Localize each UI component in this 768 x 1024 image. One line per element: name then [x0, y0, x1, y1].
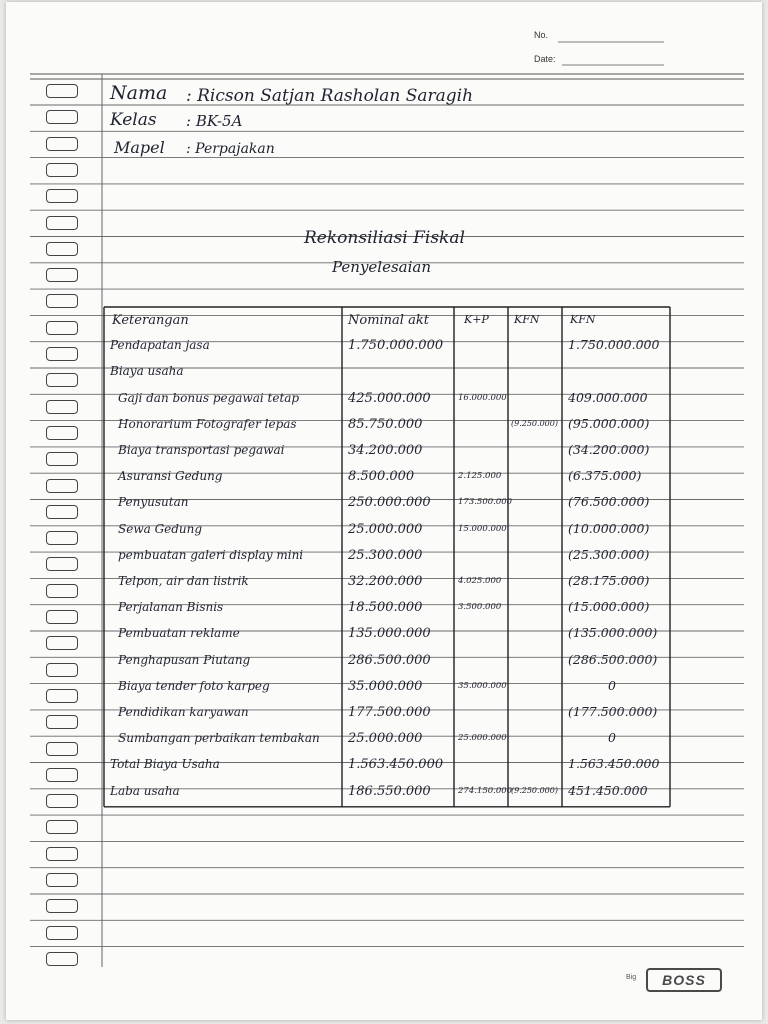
notebook-page: [6, 2, 762, 1020]
row-kf: 451.450.000: [568, 782, 648, 798]
row-description: Biaya usaha: [110, 364, 184, 379]
row-kp: 16.000.000: [458, 392, 507, 403]
row-kf: 409.000.000: [568, 389, 648, 405]
date-label: Date:: [534, 54, 556, 64]
col-header-kfn: KFN: [514, 313, 540, 326]
row-nominal: 135.000.000: [348, 626, 431, 642]
row-kf: (10.000.000): [568, 520, 650, 536]
row-kf: (135.000.000): [568, 625, 658, 641]
row-kf: 1.563.450.000: [568, 756, 660, 772]
row-nominal: 186.550.000: [348, 783, 431, 799]
row-nominal: 85.750.000: [348, 416, 423, 432]
row-kp: 173.500.000: [458, 497, 513, 508]
row-description: Pembuatan reklame: [118, 626, 240, 641]
row-nominal: 286.500.000: [348, 652, 431, 668]
page-subtitle: Penyelesaian: [332, 258, 432, 276]
row-description: Asuransi Gedung: [118, 469, 223, 484]
col-header-kp: K+P: [464, 313, 489, 326]
row-kp: 274.150.000: [458, 785, 513, 796]
row-kf: (15.000.000): [568, 599, 650, 615]
row-nominal: 250.000.000: [348, 495, 431, 511]
row-kf: (76.500.000): [568, 494, 650, 510]
row-nominal: 34.200.000: [348, 443, 423, 458]
row-kp: 25.000.000: [458, 733, 507, 744]
row-kp: 2.125.000: [458, 471, 502, 482]
row-nominal: 18.500.000: [348, 600, 423, 616]
reconciliation-table-grid: [6, 2, 762, 1020]
row-nominal: 425.000.000: [348, 390, 431, 406]
row-kp: 35.000.000: [458, 680, 507, 691]
row-description: Biaya transportasi pegawai: [118, 443, 285, 457]
row-kp: 3.500.000: [458, 602, 502, 613]
row-description: Sewa Gedung: [118, 521, 203, 536]
row-description: Biaya tender foto karpeg: [118, 678, 270, 693]
row-kp: 15.000.000: [458, 523, 507, 534]
row-nominal: 8.500.000: [348, 469, 415, 485]
row-nominal: 25.000.000: [348, 521, 423, 537]
row-kf: (6.375.000): [568, 468, 642, 484]
row-nominal: 25.300.000: [348, 547, 423, 563]
row-kfn: (9.250.000): [511, 418, 558, 428]
row-description: Pendapatan jasa: [110, 338, 210, 353]
row-nominal: 177.500.000: [348, 705, 431, 720]
col-header-nominal: Nominal akt: [348, 313, 429, 328]
row-kf: 0: [608, 730, 616, 746]
row-kf: (177.500.000): [568, 704, 658, 719]
row-description: Total Biaya Usaha: [110, 757, 220, 772]
row-nominal: 1.563.450.000: [348, 757, 444, 773]
page-title: Rekonsiliasi Fiskal: [304, 228, 465, 248]
row-description: pembuatan galeri display mini: [118, 547, 304, 562]
row-kf: (95.000.000): [568, 415, 650, 431]
nama-label: Nama: [110, 82, 168, 104]
row-description: Pendidikan karyawan: [118, 705, 249, 719]
row-description: Penghapusan Piutang: [118, 652, 251, 667]
kelas-value: : BK-5A: [186, 112, 243, 130]
mapel-value: : Perpajakan: [186, 141, 275, 157]
row-nominal: 32.200.000: [348, 574, 423, 589]
row-nominal: 35.000.000: [348, 678, 423, 694]
row-description: Sumbangan perbaikan tembakan: [118, 731, 320, 746]
nama-value: : Ricson Satjan Rasholan Saragih: [186, 86, 474, 106]
row-kfn: (9.250.000): [511, 785, 558, 795]
row-kf: 1.750.000.000: [568, 337, 660, 353]
row-description: Perjalanan Bisnis: [118, 600, 224, 615]
row-description: Honorarium Fotografer lepas: [118, 416, 297, 431]
mapel-label: Mapel: [114, 138, 165, 157]
row-kf: (286.500.000): [568, 651, 658, 667]
row-kf: (25.300.000): [568, 546, 650, 562]
col-header-kfn-2: KFN: [570, 313, 596, 326]
row-kf: (28.175.000): [568, 573, 650, 588]
kelas-label: Kelas: [110, 110, 157, 130]
no-label: No.: [534, 30, 549, 40]
row-nominal: 25.000.000: [348, 731, 423, 747]
row-description: Penyusutan: [118, 495, 189, 510]
row-kf: 0: [608, 677, 616, 693]
brand-prefix: Big: [626, 974, 637, 981]
col-header-keterangan: Keterangan: [112, 313, 189, 328]
row-description: Laba usaha: [110, 783, 180, 798]
brand-logo: BOSS: [646, 968, 722, 992]
row-description: Gaji dan bonus pegawai tetap: [118, 390, 300, 405]
row-kf: (34.200.000): [568, 442, 650, 457]
row-nominal: 1.750.000.000: [348, 338, 444, 354]
row-kp: 4.025.000: [458, 576, 502, 586]
row-description: Telpon, air dan listrik: [118, 574, 249, 588]
